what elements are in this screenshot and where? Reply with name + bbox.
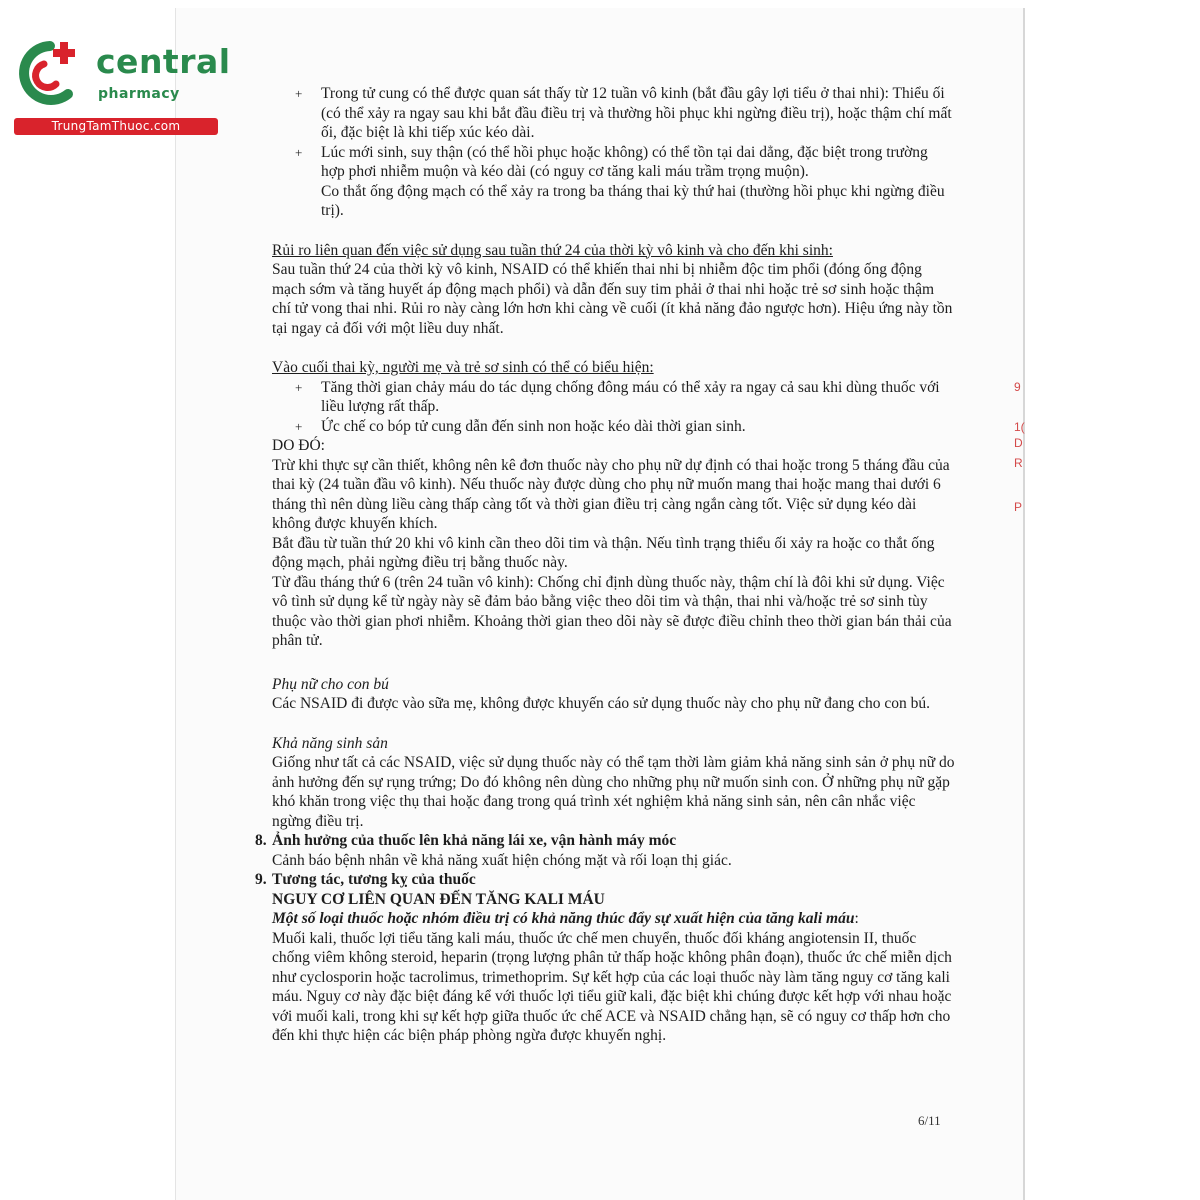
edge-mark: R [1014, 456, 1023, 470]
logo-wordmark: central [96, 42, 231, 81]
section-9-subtitle: NGUY CƠ LIÊN QUAN ĐẾN TĂNG KALI MÁU [272, 890, 605, 908]
section-9-heading [255, 870, 955, 890]
bullet-plus-icon: + [295, 86, 303, 101]
edge-mark: D [1014, 436, 1023, 450]
pharmacy-logo[interactable] [10, 38, 231, 138]
document-body [255, 84, 955, 1046]
central-pharmacy-logo-icon [10, 38, 92, 108]
paragraph: Từ đầu tháng thứ 6 (trên 24 tuần vô kinh): Chống chỉ định dùng thuốc này, thậm chí là đôi khi sử dụng. Việc vô tình sử dụng kể từ ngày này sẽ đảm bảo bằng việc theo dõi tim và thận, thai nhi và/hoặc trẻ sơ sinh tùy thuộc vào thời gian phơi nhiễm. Khoảng thời gian theo dõi này sẽ được điều chỉnh theo thời gian bán thải của phân tử. [272, 573, 952, 649]
section-9-paragraph: Muối kali, thuốc lợi tiểu tăng kali máu, thuốc ức chế men chuyển, thuốc đối kháng angiotensin II, thuốc chống viêm không steroid, heparin (trọng lượng phân tử thấp hoặc không phân đoạn), thuốc ức chế miễn dịch như cyclosporin hoặc tacrolimus, trimethoprim. Sự kết hợp của các loại thuốc này làm tăng nguy cơ tăng kali máu. Nguy cơ này đặc biệt đáng kể với thuốc lợi tiểu giữ kali, đặc biệt khi chúng được kết hợp với nhau hoặc với muối kali, trong khi sự kết hợp giữa thuốc ức chế ACE và NSAID chẳng hạn, sẽ có nguy cơ thấp hơn cho đến khi thực hiện các biện pháp phòng ngừa được khuyến nghị. [272, 929, 952, 1044]
list-item: + Lúc mới sinh, suy thận (có thể hồi phục hoặc không) có thể tồn tại dai dẳng, đặc biệt trong trường hợp phơi nhiễm muộn và kéo dài (có nguy cơ tăng kali máu trầm trọng muộn). [295, 143, 928, 180]
logo-site-banner[interactable]: TrungTamThuoc.com [14, 118, 218, 135]
section-8-heading [255, 831, 955, 851]
late-pregnancy-heading: Vào cuối thai kỳ, người mẹ và trẻ sơ sinh có thể có biểu hiện: [272, 359, 654, 376]
risk-paragraph: Sau tuần thứ 24 của thời kỳ vô kinh, NSAID có thể khiến thai nhi bị nhiễm độc tim phổi (đóng ống động mạch sớm và tăng huyết áp động mạch phổi) và dẫn đến suy tim phải ở thai nhi hoặc trẻ sơ sinh hoặc thậm chí tử vong thai nhi. Rủi ro này càng lớn hơn khi càng về cuối (ít khả năng đảo ngược hơn). Hiệu ứng này tồn tại ngay cả đối với một liều duy nhất. [272, 261, 953, 337]
logo-subtitle: pharmacy [98, 86, 180, 102]
list-item: + Ức chế co bóp tử cung dẫn đến sinh non hoặc kéo dài thời gian sinh. [295, 417, 746, 435]
section-number: 8. [255, 832, 267, 849]
section-8-paragraph: Cảnh báo bệnh nhân về khả năng xuất hiện chóng mặt và rối loạn thị giác. [272, 851, 732, 869]
list-item: + Tăng thời gian chảy máu do tác dụng chống đông máu có thể xảy ra ngay cả sau khi dùng thuốc với liều lượng rất thấp. [295, 378, 940, 415]
page-number: 6/11 [918, 1113, 941, 1128]
edge-stamp-marks [1010, 380, 1024, 520]
fertility-paragraph: Giống như tất cả các NSAID, việc sử dụng thuốc này có thể tạm thời làm giảm khả năng sinh sản ở phụ nữ do ảnh hưởng đến sự rụng trứng; Do đó không nên dùng cho những phụ nữ muốn sinh con. Ở những phụ nữ gặp khó khăn trong việc thụ thai hoặc đang trong quá trình xét nghiệm khả năng sinh sản, nên cân nhắc việc ngừng điều trị. [272, 754, 955, 830]
edge-mark: 9 [1014, 380, 1021, 394]
list-item: + Trong tử cung có thể được quan sát thấy từ 12 tuần vô kinh (bắt đầu gây lợi tiểu ở thai nhi): Thiểu ối (có thể xảy ra ngay sau khi bắt đầu điều trị và thường hồi phục khi ngừng điều trị), hoặc thậm chí mất ối, đặc biệt là khi tiếp xúc kéo dài. [295, 85, 952, 141]
section-title: Ảnh hưởng của thuốc lên khả năng lái xe, vận hành máy móc [272, 832, 677, 849]
bullet-plus-icon: + [295, 418, 303, 434]
fertility-heading: Khả năng sinh sản [272, 734, 388, 752]
breastfeeding-paragraph: Các NSAID đi được vào sữa mẹ, không được khuyến cáo sử dụng thuốc này cho phụ nữ đang cho con bú. [272, 695, 931, 712]
paragraph: Trừ khi thực sự cần thiết, không nên kê đơn thuốc này cho phụ nữ dự định có thai hoặc trong 5 tháng đầu của thai kỳ (24 tuần đầu vô kinh). Nếu thuốc này được dùng cho phụ nữ muốn mang thai hoặc mang thai dưới 6 tháng thì nên dùng liều càng thấp càng tốt và thời gian điều trị càng ngắn càng tốt. Việc sử dụng kéo dài không được khuyến khích. [272, 456, 950, 532]
section-9-lead: Một số loại thuốc hoặc nhóm điều trị có khả năng thúc đẩy sự xuất hiện của tăng kali máu: [272, 910, 859, 927]
therefore-label: DO ĐÓ: [272, 437, 325, 454]
bullet-plus-icon: + [295, 379, 303, 395]
edge-mark: P [1014, 500, 1023, 514]
edge-mark: 1( [1014, 420, 1025, 434]
breastfeeding-heading: Phụ nữ cho con bú [272, 675, 389, 693]
section-number: 9. [255, 871, 267, 888]
paragraph: Bắt đầu từ tuần thứ 20 khi vô kinh cần theo dõi tim và thận. Nếu tình trạng thiểu ối xảy ra hoặc co thắt ống động mạch, phải ngừng điều trị bằng thuốc này. [272, 534, 935, 571]
bullet-plus-icon: + [295, 144, 303, 160]
risk-heading: Rủi ro liên quan đến việc sử dụng sau tuần thứ 24 của thời kỳ vô kinh và cho đến khi sinh: [272, 241, 833, 259]
section-title: Tương tác, tương kỵ của thuốc [272, 871, 476, 888]
paragraph-continuation: Co thắt ống động mạch có thể xảy ra trong ba tháng thai kỳ thứ hai (thường hồi phục khi ngừng điều trị). [321, 182, 945, 219]
